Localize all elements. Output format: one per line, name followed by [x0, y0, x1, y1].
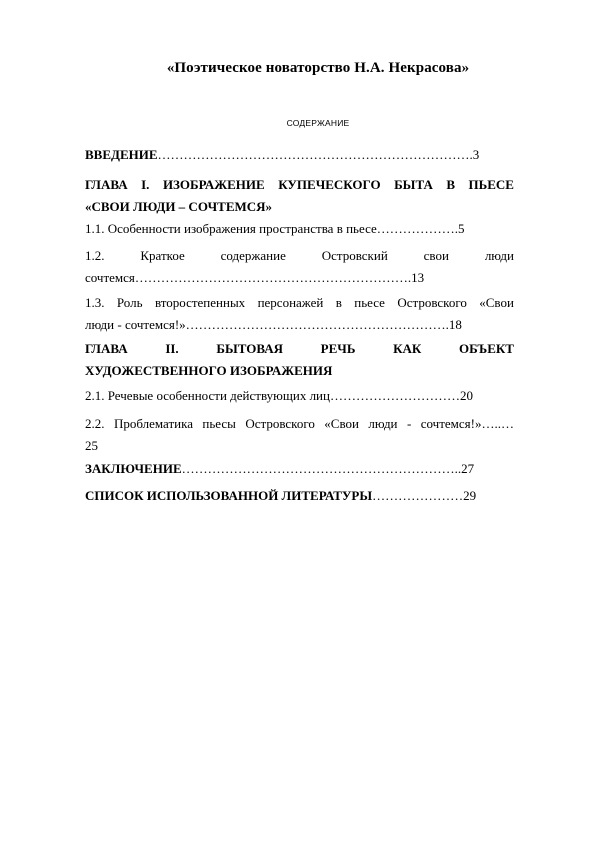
- toc-entry-label: люди - сочтемся!»: [85, 317, 186, 332]
- toc-page-number: 20: [459, 388, 473, 403]
- word: 2.2.: [85, 416, 105, 431]
- word: Роль: [116, 295, 143, 310]
- toc-entry-chapter2-subtitle: ХУДОЖЕСТВЕННОГО ИЗОБРАЖЕНИЯ: [85, 363, 333, 378]
- word: в: [335, 295, 342, 310]
- toc-leader-dots: ……………………………………………………….: [134, 270, 412, 285]
- toc-justified-line: [85, 174, 514, 196]
- word: II.: [165, 341, 179, 356]
- toc-entry-label: ВВЕДЕНИЕ: [85, 147, 158, 162]
- toc-entry-1-1: [85, 218, 514, 240]
- word: второстепенных: [154, 295, 246, 310]
- toc-leader-dots: ……………….: [376, 221, 459, 236]
- word: люди: [368, 416, 398, 431]
- word: -: [406, 416, 412, 431]
- word: 1.3.: [85, 295, 105, 310]
- word: КАК: [393, 341, 422, 356]
- toc-page-number: 18: [448, 317, 462, 332]
- toc-page-number: 27: [461, 461, 475, 476]
- toc-entry-conclusion: [85, 458, 514, 480]
- toc-entry-chapter1: [85, 174, 514, 218]
- toc-page-number: 29: [463, 488, 477, 503]
- toc-leader-dots: …………………………: [329, 388, 460, 403]
- toc-page-number: 25: [85, 438, 98, 453]
- word: Островского: [245, 416, 315, 431]
- word: люди: [484, 248, 514, 263]
- toc-leader-dots: …………………: [372, 488, 464, 503]
- toc-heading: СОДЕРЖАНИЕ: [286, 118, 350, 128]
- word: БЫТОВАЯ: [216, 341, 283, 356]
- toc-entry-2-2: [85, 413, 514, 457]
- toc-entry-continuation: [85, 314, 514, 336]
- word: ГЛАВА: [85, 177, 128, 192]
- word: РЕЧЬ: [320, 341, 356, 356]
- toc-leader-dots: …………………………………………………….: [185, 317, 449, 332]
- word: В: [446, 177, 456, 192]
- toc-entry-label: 2.1. Речевые особенности действующих лиц: [85, 388, 330, 403]
- word: пьесе: [354, 295, 385, 310]
- toc-leader-dots: ………………………………………………………..: [181, 461, 462, 476]
- toc-page-number: 13: [411, 270, 425, 285]
- toc-entry-label: сочтемся: [85, 270, 135, 285]
- word: свои: [423, 248, 449, 263]
- word: «Свои: [324, 416, 359, 431]
- word: пьесы: [202, 416, 236, 431]
- word: ГЛАВА: [85, 341, 128, 356]
- toc-entry-label: СПИСОК ИСПОЛЬЗОВАННОЙ ЛИТЕРАТУРЫ: [85, 488, 373, 503]
- toc-leader-dots: ……………………………………………………………….: [157, 147, 473, 162]
- word: содержание: [220, 248, 286, 263]
- toc-justified-line: [85, 413, 514, 435]
- word: ИЗОБРАЖЕНИЕ: [162, 177, 265, 192]
- toc-justified-line: [85, 245, 514, 267]
- word: I.: [141, 177, 150, 192]
- word: сочтемся!»…..…: [420, 416, 514, 431]
- toc-entry-label: ЗАКЛЮЧЕНИЕ: [85, 461, 182, 476]
- word: 1.2.: [85, 248, 105, 263]
- word: персонажей: [257, 295, 324, 310]
- toc-justified-line: [85, 338, 514, 360]
- document-title: «Поэтическое новаторство Н.А. Некрасова»: [166, 60, 470, 76]
- toc-page-number: 3: [472, 147, 480, 162]
- toc-entry-intro: [85, 144, 514, 166]
- toc-entry-chapter2: [85, 338, 514, 382]
- toc-page-number: 5: [458, 221, 465, 236]
- word: ОБЪЕКТ: [459, 341, 514, 356]
- word: Островский: [321, 248, 388, 263]
- toc-entry-chapter1-subtitle: «СВОИ ЛЮДИ – СОЧТЕМСЯ»: [85, 199, 273, 214]
- toc-justified-line: [85, 292, 514, 314]
- toc-entry-bibliography: [85, 485, 514, 507]
- toc-entry-2-1: [85, 385, 514, 407]
- word: «Свои: [479, 295, 514, 310]
- word: Краткое: [140, 248, 185, 263]
- toc-entry-continuation: [85, 267, 514, 289]
- toc-entry-1-3: [85, 292, 514, 336]
- toc-entry-label: 1.1. Особенности изображения пространства в пьесе: [85, 221, 377, 236]
- word: Проблематика: [113, 416, 193, 431]
- word: БЫТА: [394, 177, 433, 192]
- toc-entry-1-2: [85, 245, 514, 289]
- word: Островского: [397, 295, 467, 310]
- word: ПЬЕСЕ: [468, 177, 514, 192]
- word: КУПЕЧЕСКОГО: [278, 177, 381, 192]
